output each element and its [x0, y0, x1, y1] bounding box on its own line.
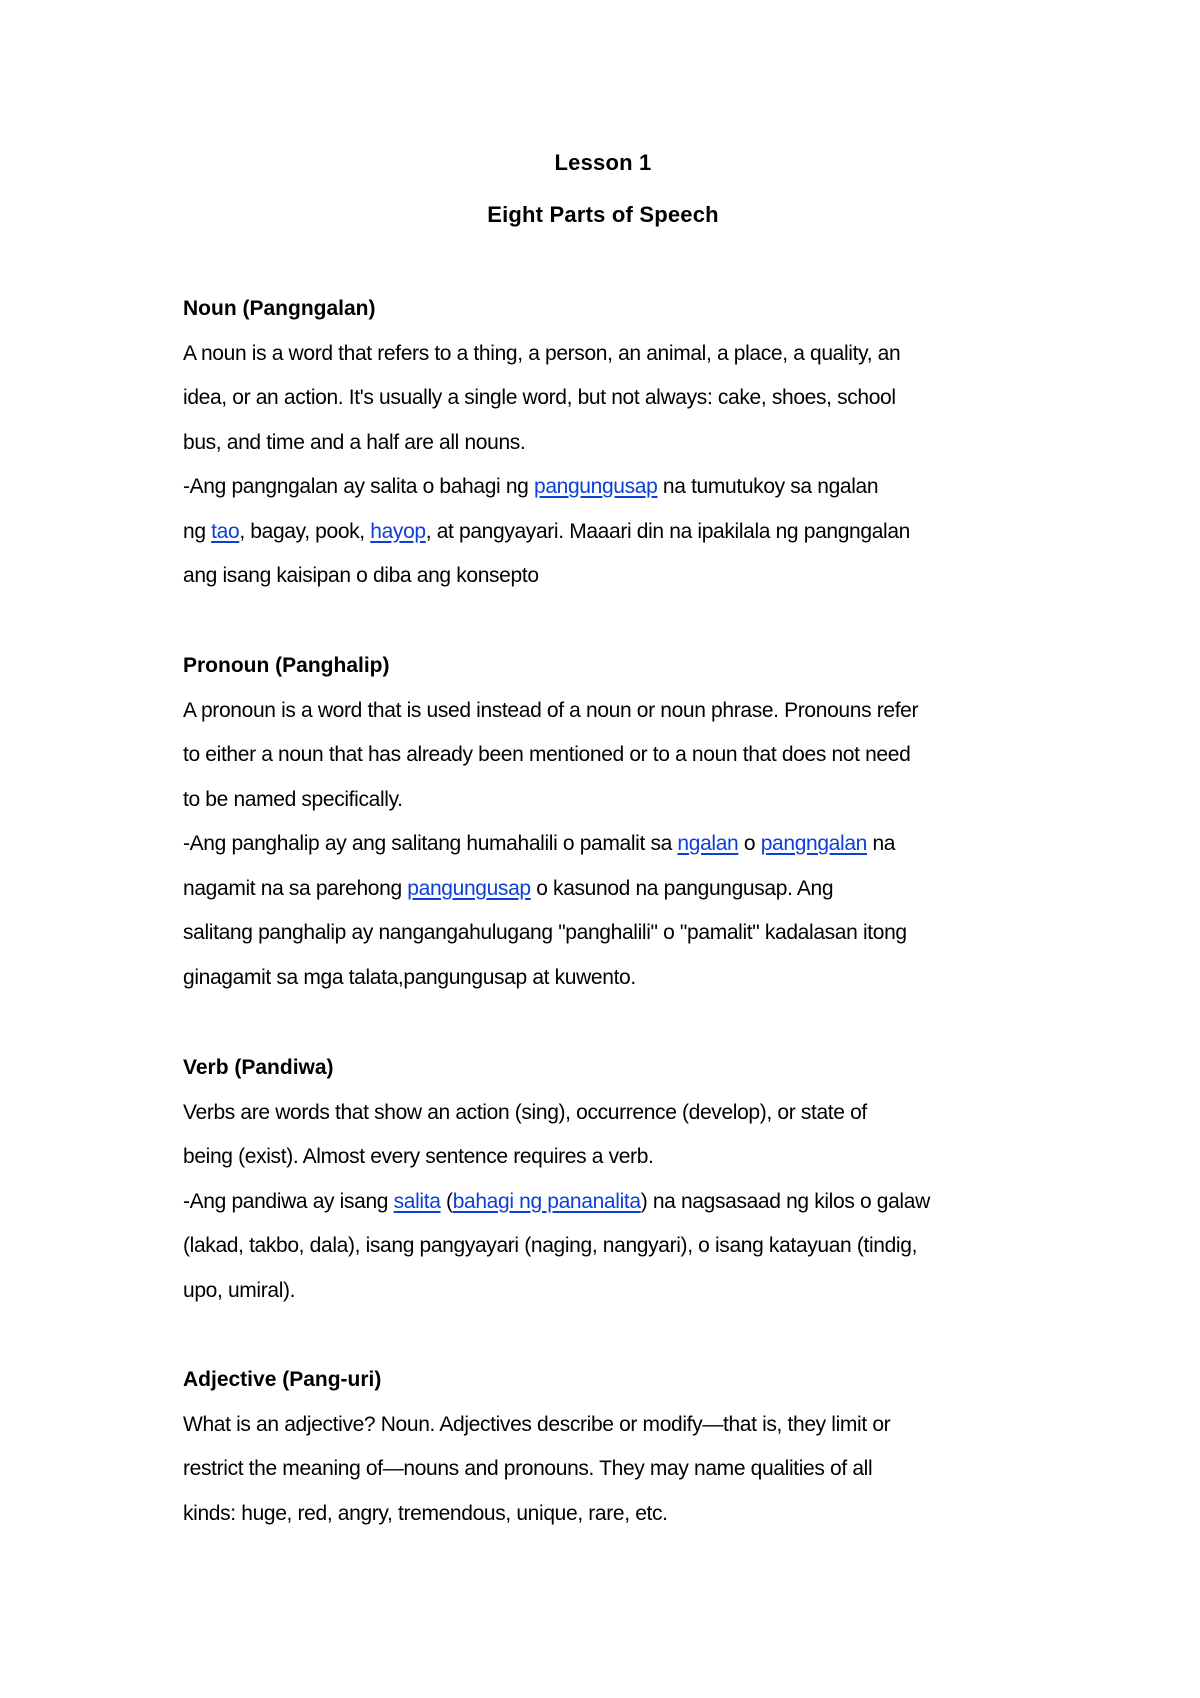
- noun-en-line: bus, and time and a half are all nouns.: [183, 430, 526, 454]
- pronoun-en-line: to either a noun that has already been mentioned or to a noun that does not need: [183, 743, 911, 766]
- pronoun-tl-line: [183, 822, 1043, 867]
- pronoun-tl-line: ginagamit sa mga talata,pangungusap at kuwento.: [183, 965, 636, 989]
- pronoun-tl-line: [183, 867, 1043, 912]
- noun-tl-line: [183, 465, 1043, 510]
- noun-heading: Noun (Pangngalan): [183, 297, 376, 320]
- verb-en-line: being (exist). Almost every sentence requires a verb.: [183, 1145, 654, 1168]
- lesson-label: Lesson 1: [554, 150, 652, 175]
- text-run: na: [866, 832, 896, 855]
- verb-tl-line: [183, 1180, 1043, 1225]
- noun-tl-line: [183, 510, 1043, 555]
- adjective-heading: Adjective (Pang-uri): [183, 1368, 382, 1391]
- link-pangungusap[interactable]: pangungusap: [407, 876, 531, 900]
- pronoun-section: [183, 644, 1043, 1000]
- adjective-section: [183, 1358, 1043, 1536]
- link-salita[interactable]: salita: [393, 1189, 441, 1213]
- page-title: Eight Parts of Speech: [487, 202, 719, 227]
- link-pangngalan[interactable]: pangngalan: [760, 832, 867, 855]
- link-ngalan[interactable]: ngalan: [677, 832, 739, 855]
- pronoun-en-line: A pronoun is a word that is used instead of a noun or noun phrase. Pronouns refer: [183, 698, 919, 722]
- noun-en-line: A noun is a word that refers to a thing, a person, an animal, a place, a quality, an: [183, 341, 901, 365]
- noun-section: [183, 287, 1043, 599]
- pronoun-heading: Pronoun (Panghalip): [183, 654, 390, 677]
- adjective-en-line: kinds: huge, red, angry, tremendous, unique, rare, etc.: [183, 1501, 668, 1525]
- link-pangungusap[interactable]: pangungusap: [533, 475, 658, 498]
- verb-tl-line: (lakad, takbo, dala), isang pangyayari (naging, nangyari), o isang katayuan (tindig,: [183, 1234, 918, 1257]
- text-run: -Ang panghalip ay ang salitang humahalili o pamalit sa: [183, 832, 678, 855]
- text-run: na tumutukoy sa ngalan: [657, 475, 879, 498]
- verb-section: [183, 1046, 1043, 1313]
- link-hayop[interactable]: hayop: [370, 519, 426, 543]
- adjective-en-line: What is an adjective? Noun. Adjectives describe or modify—that is, they limit or: [183, 1412, 891, 1436]
- text-run: -Ang pangngalan ay salita o bahagi ng: [183, 475, 534, 498]
- text-run: -Ang pandiwa ay isang: [183, 1189, 394, 1213]
- verb-en-line: Verbs are words that show an action (sing), occurrence (develop), or state of: [183, 1100, 867, 1124]
- link-bahagi-ng-pananalita[interactable]: bahagi ng pananalita: [452, 1189, 641, 1213]
- verb-tl-line: upo, umiral).: [183, 1278, 296, 1302]
- text-run: ) na nagsasaad ng kilos o galaw: [640, 1189, 930, 1213]
- verb-heading: Verb (Pandiwa): [183, 1056, 334, 1079]
- pronoun-tl-line: salitang panghalip ay nangangahulugang "panghalili" o "pamalit" kadalasan itong: [183, 921, 907, 944]
- pronoun-en-line: to be named specifically.: [183, 787, 403, 811]
- link-tao[interactable]: tao: [211, 519, 240, 543]
- adjective-en-line: restrict the meaning of—nouns and pronouns. They may name qualities of all: [183, 1457, 873, 1480]
- noun-tl-line: ang isang kaisipan o diba ang konsepto: [183, 564, 539, 587]
- text-run: o: [738, 832, 761, 855]
- text-run: o kasunod na pangungusap. Ang: [530, 876, 834, 900]
- text-run: , at pangyayari. Maaari din na ipakilala ng pangngalan: [425, 519, 911, 543]
- text-run: ng: [183, 519, 212, 543]
- text-run: (: [440, 1189, 453, 1213]
- text-run: nagamit na sa parehong: [183, 876, 408, 900]
- noun-en-line: idea, or an action. It's usually a single word, but not always: cake, shoes, school: [183, 386, 896, 409]
- text-run: , bagay, pook,: [239, 519, 371, 543]
